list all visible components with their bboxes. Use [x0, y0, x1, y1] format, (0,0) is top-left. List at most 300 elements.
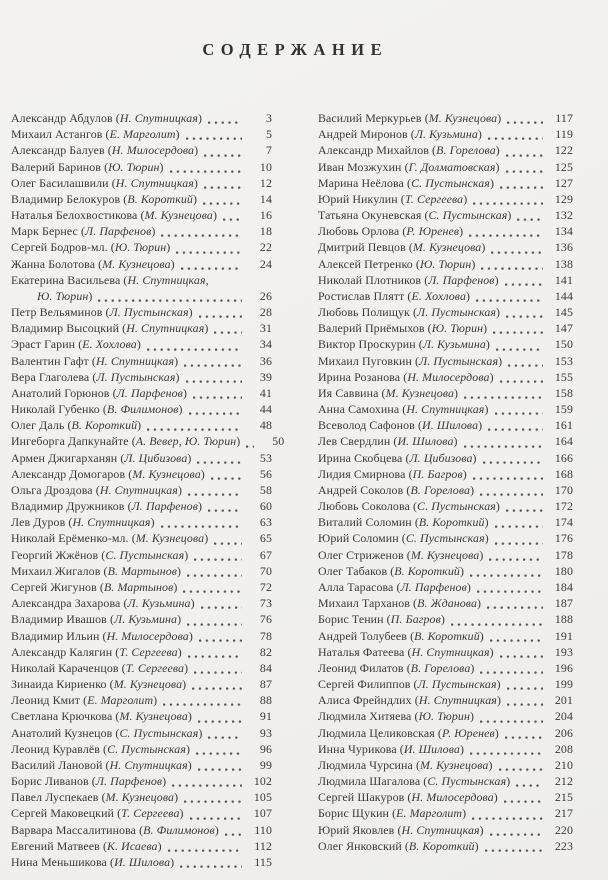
entry-name: Андрей Соколов (В. Горелова) — [318, 482, 475, 497]
entry-page: 87 — [259, 677, 272, 692]
entry-name: Вера Глаголева (Л. Пустынская) — [11, 369, 180, 384]
entry-credit: Н. Милосердова — [411, 790, 494, 805]
toc-entry — [318, 563, 573, 579]
entry-credit: В. Короткий — [414, 628, 480, 643]
entry-credit: Л. Пустынская — [417, 677, 497, 692]
entry-name: Андрей Толубеев (В. Короткий) — [318, 628, 484, 643]
dot-leader — [506, 508, 543, 512]
toc-entry — [11, 611, 272, 627]
entry-credit: Н. Милосердова — [111, 143, 195, 158]
dot-leader — [188, 654, 242, 658]
entry-page: 107 — [253, 806, 272, 821]
toc-entry — [11, 159, 272, 175]
entry-name: Владимир Высоцкий (Н. Спутницкая) — [11, 321, 209, 336]
toc-entry — [11, 822, 272, 838]
dot-leader — [500, 379, 543, 383]
entry-credit: Ю. Тюрин — [419, 256, 472, 271]
toc-entry — [318, 757, 573, 773]
entry-page: 24 — [259, 256, 272, 271]
dot-leader — [172, 783, 242, 787]
entry-name: Василий Меркурьев (М. Кузнецова) — [318, 111, 502, 125]
toc-entry — [11, 272, 272, 288]
toc-entry — [11, 789, 272, 805]
entry-page: 176 — [554, 531, 573, 546]
entry-name: Александр Михайлов (В. Горелова) — [318, 143, 500, 158]
entry-credit: В. Мартынов — [103, 579, 174, 594]
dot-leader — [487, 605, 543, 609]
entry-name: Любовь Соколова (С. Пустынская) — [318, 499, 500, 514]
entry-name: Екатерина Васильева (Н. Спутницкая, — [11, 272, 209, 287]
dot-leader — [464, 395, 543, 399]
entry-page: 58 — [259, 482, 272, 497]
toc-entry — [11, 142, 272, 158]
toc-entry — [318, 773, 573, 789]
entry-credit: К. Исаева — [107, 838, 158, 853]
entry-credit: Н. Спутницкая — [109, 757, 188, 772]
entry-name: Борис Тенин (П. Багров) — [318, 612, 445, 627]
dot-leader — [184, 363, 242, 367]
entry-name: Александра Захарова (Л. Кузьмина) — [11, 596, 195, 611]
entry-credit: В. Короткий — [408, 838, 475, 853]
dot-leader — [188, 492, 242, 496]
dot-leader — [204, 153, 242, 157]
entry-credit: Р. Юренев — [406, 224, 460, 239]
toc-entry — [11, 369, 272, 385]
toc-entry — [318, 175, 573, 191]
entry-name: Владимир Ивашов (Л. Кузьмина) — [11, 612, 182, 627]
entry-name: Людмила Целиковская (Р. Юренев) — [318, 725, 499, 740]
entry-page: 145 — [554, 305, 573, 320]
dot-leader — [197, 460, 242, 464]
entry-name: Иван Мозжухин (Г. Долматовская) — [318, 159, 500, 174]
entry-page: 166 — [554, 450, 573, 465]
dot-leader — [161, 524, 242, 528]
entry-name: Михаил Астангов (Е. Марголит) — [11, 127, 180, 142]
entry-page: 212 — [554, 774, 573, 789]
dot-leader — [194, 557, 242, 561]
entry-credit: Л. Цибизова — [124, 450, 188, 465]
entry-credit: В. Горелова — [410, 482, 471, 497]
entry-name: Алексей Петренко (Ю. Тюрин) — [318, 256, 476, 271]
entry-name: Валерий Баринов (Ю. Тюрин) — [11, 159, 164, 174]
dot-leader — [506, 314, 543, 318]
entry-page: 159 — [554, 402, 573, 417]
toc-entry — [318, 741, 573, 757]
dot-leader — [506, 153, 543, 157]
entry-name: Людмила Хитяева (Ю. Тюрин) — [318, 709, 475, 724]
toc-entry — [318, 482, 573, 498]
entry-credit: Е. Хохлова — [82, 337, 137, 352]
toc-entry-continuation — [11, 288, 272, 304]
entry-credit: М. Кузнецова — [105, 790, 175, 805]
entry-page: 91 — [259, 709, 272, 724]
toc-entry — [318, 628, 573, 644]
dot-leader — [196, 751, 242, 755]
entry-credit: М. Кузнецова — [102, 256, 171, 271]
entry-page: 48 — [259, 418, 272, 433]
entry-page: 44 — [259, 402, 272, 417]
dot-leader — [508, 363, 543, 367]
entry-name: Сергей Маковецкий (Т. Сергеева) — [11, 806, 184, 821]
entry-page: 18 — [259, 224, 272, 239]
toc-entry — [318, 401, 573, 417]
toc-entry — [11, 579, 272, 595]
entry-credit: Л. Парфенов — [85, 224, 152, 239]
entry-credit: В. Жданова — [417, 596, 478, 611]
entry-credit: Р. Юренев — [441, 725, 495, 740]
entry-name: Георгий Жжёнов (С. Пустынская) — [11, 547, 189, 562]
dot-leader — [495, 411, 544, 415]
toc-entry — [11, 676, 272, 692]
entry-name: Лев Свердлин (И. Шилова) — [318, 434, 458, 449]
entry-credit: Л. Парфенов — [116, 385, 183, 400]
entry-page: 220 — [554, 822, 573, 837]
entry-credit: Л. Кузьмина — [127, 596, 191, 611]
entry-page: 88 — [259, 693, 272, 708]
dot-leader — [493, 330, 543, 334]
entry-credit: П. Багров — [412, 466, 463, 481]
entry-name: Владимир Ильин (Н. Милосердова) — [11, 628, 193, 643]
entry-credit: М. Кузнецова — [144, 208, 213, 223]
entry-page: 223 — [554, 838, 573, 853]
toc-entry — [11, 450, 272, 466]
entry-credit: Н. Спутницкая — [115, 175, 194, 190]
entry-name: Александр Калягин (Т. Сергеева) — [11, 644, 182, 659]
dot-leader — [190, 816, 242, 820]
entry-credit: В. Филимонов — [106, 402, 179, 417]
dot-leader — [198, 767, 242, 771]
entry-credit: В. Короткий — [394, 563, 460, 578]
dot-leader — [495, 541, 543, 545]
entry-name: Марина Неёлова (С. Пустынская) — [318, 175, 494, 190]
entry-page: 53 — [259, 450, 272, 465]
entry-credit: Н. Спутницкая — [401, 822, 480, 837]
entry-page: 132 — [554, 208, 573, 223]
toc-entry — [318, 223, 573, 239]
entry-credit: Л. Пустынская — [109, 305, 189, 320]
dot-leader — [483, 460, 543, 464]
entry-name: Анна Самохина (Н. Спутницкая) — [318, 402, 489, 417]
toc-columns — [11, 110, 573, 870]
entry-credit: Ю. Тюрин — [431, 321, 484, 336]
toc-column-left — [11, 110, 285, 870]
toc-entry — [318, 660, 573, 676]
toc-entry — [318, 369, 573, 385]
dot-leader — [480, 719, 543, 723]
dot-leader — [187, 622, 242, 626]
entry-name: Леонид Куравлёв (С. Пустынская) — [11, 741, 191, 756]
entry-name: Андрей Миронов (Л. Кузьмина) — [318, 127, 482, 142]
toc-entry — [11, 741, 272, 757]
entry-credit: И. Шилова — [114, 854, 171, 869]
entry-name: Зинаида Кириенко (М. Кузнецова) — [11, 677, 187, 692]
entry-credit: Е. Марголит — [396, 806, 463, 821]
toc-entry — [11, 708, 272, 724]
dot-leader — [211, 476, 242, 480]
entry-page: 99 — [259, 757, 272, 772]
toc-entry — [318, 433, 573, 449]
entry-credit: Н. Спутницкая — [406, 402, 485, 417]
entry-name: Ирина Скобцева (Л. Цибизова) — [318, 450, 477, 465]
toc-entry — [11, 239, 272, 255]
toc-entry — [11, 530, 272, 546]
dot-leader — [472, 816, 543, 820]
entry-page: 178 — [554, 547, 573, 562]
entry-name: Юрий Яковлев (Н. Спутницкая) — [318, 822, 484, 837]
dot-leader — [214, 330, 242, 334]
dot-leader — [507, 686, 543, 690]
entry-name: Василий Лановой (Н. Спутницкая) — [11, 757, 192, 772]
toc-entry — [11, 110, 272, 126]
entry-name: Ия Саввина (М. Кузнецова) — [318, 385, 459, 400]
dot-leader — [507, 120, 543, 124]
dot-leader — [181, 266, 242, 270]
entry-name: Валентин Гафт (Н. Спутницкая) — [11, 353, 179, 368]
entry-name: Олег Янковский (В. Короткий) — [318, 838, 479, 853]
entry-name: Ирина Розанова (Н. Милосердова) — [318, 369, 494, 384]
entry-page: 28 — [259, 305, 272, 320]
dot-leader — [214, 541, 242, 545]
entry-name: Евгений Матвеев (К. Исаева) — [11, 838, 162, 853]
dot-leader — [490, 638, 543, 642]
entry-name: Александр Домогаров (М. Кузнецова) — [11, 466, 205, 481]
entry-name: Петр Вельяминов (Л. Пустынская) — [11, 305, 193, 320]
dot-leader — [225, 832, 242, 836]
entry-credit: Ю. Тюрин — [418, 709, 470, 724]
toc-entry — [11, 320, 272, 336]
dot-leader — [98, 298, 242, 302]
entry-page: 78 — [259, 628, 272, 643]
entry-name: Николай Губенко (В. Филимонов) — [11, 402, 183, 417]
dot-leader — [199, 638, 242, 642]
toc-entry — [11, 725, 272, 741]
entry-credit: С. Пустынская — [428, 208, 508, 223]
entry-page: 150 — [554, 337, 573, 352]
entry-name: Павел Луспекаев (М. Кузнецова) — [11, 790, 179, 805]
entry-credit: Н. Спутницкая — [418, 693, 497, 708]
toc-entry — [11, 207, 272, 223]
dot-leader — [480, 670, 543, 674]
entry-page: 76 — [259, 612, 272, 627]
entry-name: Николай Караченцов (Т. Сергеева) — [11, 660, 189, 675]
entry-name: Наталья Фатеева (Н. Спутницкая) — [318, 644, 494, 659]
toc-entry — [11, 757, 272, 773]
entry-name: Татьяна Окуневская (С. Пустынская) — [318, 208, 512, 223]
dot-leader — [208, 120, 242, 124]
toc-entry — [11, 256, 272, 272]
toc-entry — [318, 304, 573, 320]
entry-credit: Н. Спутницкая, — [127, 272, 209, 287]
entry-page: 7 — [265, 143, 272, 158]
entry-credit: Л. Парфенов — [95, 774, 163, 789]
entry-page: 102 — [253, 774, 272, 789]
entry-credit: Н. Спутницкая — [99, 482, 178, 497]
entry-name: Михаил Тарханов (В. Жданова) — [318, 596, 482, 611]
entry-page: 147 — [554, 321, 573, 336]
entry-name: Олег Стриженов (М. Кузнецова) — [318, 547, 484, 562]
entry-page: 60 — [259, 499, 272, 514]
entry-credit: М. Кузнецова — [385, 385, 455, 400]
entry-name: Эраст Гарин (Е. Хохлова) — [11, 337, 141, 352]
entry-page: 115 — [254, 854, 272, 869]
entry-name: Наталья Белохвостикова (М. Кузнецова) — [11, 208, 218, 223]
dot-leader — [504, 799, 543, 803]
toc-entry — [11, 385, 272, 401]
entry-name: Любовь Полищук (Л. Пустынская) — [318, 305, 501, 320]
entry-credit: В. Горелова — [436, 143, 496, 158]
dot-leader — [470, 751, 543, 755]
dot-leader — [477, 589, 543, 593]
entry-page: 170 — [554, 482, 573, 497]
entry-credit: В. Короткий — [418, 515, 485, 530]
toc-entry — [11, 644, 272, 660]
entry-name: Сергей Шакуров (Н. Милосердова) — [318, 790, 498, 805]
entry-page: 36 — [259, 353, 272, 368]
toc-entry — [11, 563, 272, 579]
dot-leader — [476, 298, 543, 302]
entry-page: 134 — [554, 224, 573, 239]
toc-entry — [318, 417, 573, 433]
entry-name: Анатолий Горюнов (Л. Парфенов) — [11, 385, 188, 400]
dot-leader — [163, 702, 242, 706]
entry-page: 41 — [259, 385, 272, 400]
toc-entry — [11, 838, 272, 854]
toc-entry — [11, 175, 272, 191]
entry-credit: Т. Сергеева — [119, 644, 178, 659]
entry-credit: С. Пустынская — [427, 774, 507, 789]
dot-leader — [470, 573, 543, 577]
entry-page: 96 — [259, 741, 272, 756]
dot-leader — [488, 136, 543, 140]
entry-credit: Л. Пустынская — [96, 369, 176, 384]
toc-entry — [11, 854, 272, 870]
entry-name: Дмитрий Певцов (М. Кузнецова) — [318, 240, 486, 255]
entry-name: Михаил Жигалов (В. Мартынов) — [11, 563, 182, 578]
page-title: СОДЕРЖАНИЕ — [202, 40, 389, 59]
toc-entry — [318, 789, 573, 805]
entry-page: 217 — [554, 806, 573, 821]
toc-entry — [11, 401, 272, 417]
toc-entry — [11, 498, 272, 514]
dot-leader — [180, 864, 242, 868]
toc-entry — [318, 110, 573, 126]
entry-credit: Л. Парфенов — [428, 272, 495, 287]
entry-page: 50 — [272, 434, 285, 449]
entry-credit: М. Кузнецова — [428, 111, 498, 125]
dot-leader — [161, 233, 242, 237]
entry-page: 12 — [259, 175, 272, 190]
entry-page: 155 — [554, 369, 573, 384]
toc-entry — [318, 353, 573, 369]
entry-credit: С. Пустынская — [405, 531, 485, 546]
entry-credit: Н. Спутницкая — [72, 515, 151, 530]
entry-credit: С. Пустынская — [107, 741, 186, 756]
toc-entry — [318, 822, 573, 838]
entry-credit: В. Филимонов — [143, 822, 215, 837]
dot-leader — [192, 686, 242, 690]
toc-entry — [318, 514, 573, 530]
entry-credit: Н. Спутницкая — [126, 321, 205, 336]
entry-page: 73 — [259, 596, 272, 611]
entry-credit: Н. Милосердова — [106, 628, 189, 643]
toc-entry — [11, 514, 272, 530]
toc-entry — [11, 417, 272, 433]
dot-leader — [183, 589, 242, 593]
entry-page: 174 — [554, 515, 573, 530]
dot-leader — [490, 832, 543, 836]
entry-page: 201 — [554, 693, 573, 708]
entry-name: Виталий Соломин (В. Короткий) — [318, 515, 489, 530]
entry-name: Сергей Филиппов (Л. Пустынская) — [318, 677, 501, 692]
entry-name: Лидия Смирнова (П. Багров) — [318, 466, 467, 481]
entry-credit: Л. Парфенов — [131, 499, 198, 514]
toc-entry — [11, 773, 272, 789]
entry-page: 187 — [554, 596, 573, 611]
entry-credit: В. Горелова — [410, 660, 471, 675]
dot-leader — [208, 508, 242, 512]
entry-name: Ростислав Плятт (Е. Хохлова) — [318, 288, 471, 303]
entry-credit: Г. Долматовская — [408, 159, 496, 174]
entry-credit: М. Кузнецова — [119, 709, 188, 724]
entry-name: Александр Балуев (Н. Милосердова) — [11, 143, 199, 158]
entry-name: Алла Тарасова (Л. Парфенов) — [318, 579, 471, 594]
entry-credit: М. Кузнецова — [420, 757, 489, 772]
entry-credit: Ю. Тюрин — [37, 288, 89, 303]
entry-credit: Ю. Тюрин — [114, 240, 167, 255]
dot-leader — [489, 557, 543, 561]
toc-entry — [318, 498, 573, 514]
entry-name: Алиса Фрейндлих (Н. Спутницкая) — [318, 693, 501, 708]
dot-leader — [223, 217, 242, 221]
entry-page: 191 — [554, 628, 573, 643]
dot-leader — [187, 573, 242, 577]
entry-page: 184 — [554, 579, 573, 594]
entry-credit: Е. Хохлова — [411, 288, 467, 303]
entry-name: Виктор Проскурин (Л. Кузьмина) — [318, 337, 490, 352]
entry-name: Леонид Кмит (Е. Марголит) — [11, 693, 158, 708]
toc-entry — [11, 660, 272, 676]
entry-credit: Л. Пустынская — [417, 305, 497, 320]
dot-leader — [147, 427, 242, 431]
dot-leader — [507, 702, 543, 706]
toc-entry — [318, 336, 573, 352]
entry-page: 70 — [259, 563, 272, 578]
dot-leader — [488, 427, 543, 431]
toc-entry — [318, 805, 573, 821]
dot-leader — [473, 476, 543, 480]
toc-entry — [11, 353, 272, 369]
dot-leader — [186, 136, 242, 140]
entry-page: 153 — [554, 353, 573, 368]
dot-leader — [246, 444, 254, 448]
entry-page: 26 — [259, 288, 272, 303]
entry-page: 161 — [554, 418, 573, 433]
dot-leader — [500, 654, 543, 658]
entry-page: 119 — [555, 127, 573, 142]
entry-credit: И. Шилова — [397, 434, 454, 449]
entry-credit: Т. Сергеева — [121, 806, 180, 821]
toc-entry — [318, 159, 573, 175]
dot-leader — [499, 767, 544, 771]
dot-leader — [176, 250, 242, 254]
entry-page: 204 — [554, 709, 573, 724]
toc-entry — [318, 838, 573, 854]
entry-name: Валерий Приёмыхов (Ю. Тюрин) — [318, 321, 488, 336]
entry-name: Инна Чурикова (И. Шилова) — [318, 741, 464, 756]
dot-leader — [505, 282, 543, 286]
entry-page: 10 — [259, 159, 272, 174]
entry-page: 188 — [554, 612, 573, 627]
